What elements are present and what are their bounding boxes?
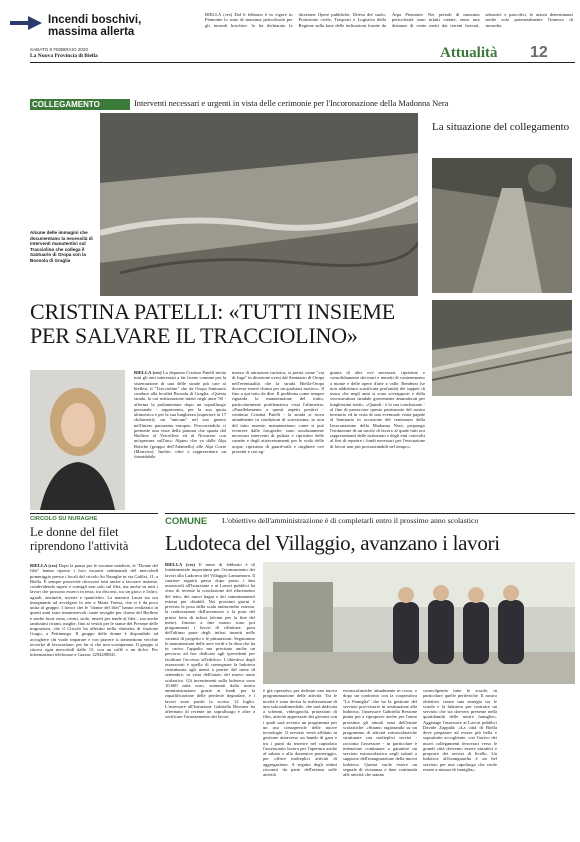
tracciolino-photo-side-2 bbox=[432, 300, 572, 396]
ludoteca-col-3: extrascolastiche attualmente in corso, e dopo un confronto con la cooperativa "La Famiglia" che ha la gestione del servizio provvisorio in sostituzione alla ludoteca, l'assessore Gabriella Bessone punta poi a riproporre anche per l'anno prossimo gli attuali orari dell'estate scolastiche: «Stiamo ragionando su un programma di attività extrascolastiche strutturate con molteplici servizi - racconta l'assessore - in particolare è intenzione continuare a garantire un servizio extrascolastico negli istituti a supporto dell'inaugurazione della nuova ludoteca. Questa vuole essere un segnale di vicinanza e dare continuità alle attività che stanno bbox=[343, 688, 417, 777]
ludoteca-col-1: BIELLA (ces) Il mese di febbraio è di fondamentale importanza per l'avanzamento dei lavori alla Ludoteca del Villaggio Lamarmora. Il cantiere seguirà passo dopo passo i dati assessorili all'Istruzione e ai Lavori pubblici ha visto di recente la conclusione del rifacimento del tetto, dei nuovi bagni e dei camminamenti esterni per disabili. Nei prossimi giorni è prevista la posa della scala antincendio esterna, la realizzazione dell'ascensore e la posa del primo lotto di infissi (alcuni per la fine del mese). Intorno a fine marzo sono poi programmati i lavori di rifinitura: posa dell'ultimo parte degli infissi inseriti nelle varianti di progetto e le pitturazioni. Seguiranno le manutenzioni delle aree verdi e la dirta che ha in carico l'appalto ma precisato anche un percorso ad hoc dedicato agli ipovedenti per facilitare l'accesso all'edificio. L'obiettivo degli assessorati è quello di consegnare la ludoteca ristrutturata agli utenti a partire dal mese di settembre, in vista dell'inizio del nuovo anno scolastico. Gli investimenti sulla ludoteca sono 10.600 mila euro, sommati dalla nostra amministrazione grazie ai fondi per la riqualificazione delle periferie degradate, e i lavori sono partiti lo scorso 12 luglio. L'assessore all'Istruzione Gabriella Bessone ha affermato di recente un sopralluogo e altre a verificare l'avanzamento dei lavori bbox=[165, 562, 255, 720]
tracciolino-photo-side-1 bbox=[432, 158, 572, 293]
filet-top-rule bbox=[30, 513, 158, 514]
page-number: 12 bbox=[530, 44, 548, 61]
ludoteca-col-4: coinvolgendo tutte le scuole, in particolare quelle periferiche. Il nostro obiettivo creare una sinergia tra le scuole e la ludoteca per costruire un servizio che sia davvero presente nella quotidianità delle nostre famiglie». Aggiunge l'assessore ai Lavori pubblici Davide Zappalà: «La città di Biella deve preparare ad essere più bella e soprattutto accogliente, con l'arrivo dei nuovi collegamenti ferroviari verso le grandi città dovremo essere attrattivi e proporre dei servizi di livello. Un ludoteca all'avanguardia è un bel servizio per una capoluogo che vuole essere a misura di famiglia». bbox=[423, 688, 497, 772]
ludoteca-top-rule bbox=[165, 513, 575, 514]
collegamento-kicker: COLLEGAMENTO bbox=[30, 99, 130, 110]
masthead-rule bbox=[30, 62, 575, 63]
teaser-text: BIELLA (ces) Dal 6 febbraio è in vigore in Piemonte lo stato di massima pericolosità per gli incendi boschivi: lo ha dichiarato la direzione Opere pubbliche, Difesa del suolo, Protezione civile, Trasporti e Logistica della Regione sulla base delle indicazioni fornite da Arpa Piemonte. Nei periodi di massima pericolosità sono infatti vietate, entro una distanza di cento metri dai terreni boscati, arbustivi e pascolivi, le azioni determinanti anche solo potenzialmente l'innesco di incendio. bbox=[205, 12, 573, 28]
ludoteca-subhead: L'obiettivo dell'amministrazione è di completarli entro il prossimo anno scolastico bbox=[222, 516, 479, 525]
tracciolino-photo-main bbox=[100, 113, 418, 296]
filet-headline: Le donne del filet riprendono l'attività bbox=[30, 525, 129, 553]
collegamento-col-2: mezzo di attrazione turistica, si presta come "via di fuga" in direzione ovest dal Santuario di Oropa nell'eventualità che la strada Biella-Oropa dovesse essere chiusa per un qualsiasi motivo». Il fino a qui tutto da dire. Il problema come sempre riguarda la manutenzione del tratto, particolarmente problematica vista l'altimetria. «Parallelamente a questi aspetti positivi - continua Cristina Patelli - la strada si trova attualmente in condizioni di scarsissima, se non del tutto assente, manutenzione; come si può evincere dalle fotografie, sono assolutamente necessari interventi di pulizia e ripristino delle cunette e degli attraversamenti per lo scolo delle acque, ripristino di guard-rails e ringhiere ove presenti e con ag- bbox=[232, 370, 324, 454]
filet-kicker: CIRCOLO SU NURAGHE bbox=[30, 516, 98, 522]
teaser-title: Incendi boschivi, massima allerta bbox=[48, 14, 142, 38]
ludoteca-photo bbox=[263, 562, 575, 684]
collegamento-headline: CRISTINA PATELLI: «TUTTI INSIEME PER SALVARE IL TRACCIOLINO» bbox=[30, 299, 395, 348]
masthead-paper: La Nuova Provincia di Biella bbox=[30, 53, 98, 59]
ludoteca-col-2: è già operativo per definire una nuova programmazione delle attività. Tra le novità è stata decisa la realizzazione di una sala multimediale, che sarà dedicata a schermi, videogiochi, proiezioni di film, attività apprezzate dai giovani con i quali sarà avviato un programma per un uso consapevole delle nuove tecnologie. Il servizio verrà affidato in gestione attraverso un bando di gara e tra i punti da inserire nel capitolato l'assessorato lavora per l'apertura anche al sabato e alla domenica pomeriggio, per offrire molteplici attività di aggregazione. A seguito degli ottimi riscontri da parte dell'utenza sulle attività bbox=[263, 688, 337, 777]
collegamento-col-1: BIELLA (ces) La deputata Cristina Patelli invita tutti gli enti interessati a far fronte comune per la sistemazione di una delle strade più care ai biellesi, il "Tracciolino" che da Oropa Santuario conduce alla località Bossola di Graglia. «Questa strada, la cui realizzazione iniziò negli anni '50 - afferma la parlamentare dopo un sopralluogo personale - rappresenta, per la sua quota altimetrica e per la sua lunghezza (superiore ai 17 chilometri), un "unicum" nel suo genere nell'intero panorama europeo. Percorrendolo ci permette una vista della pianura che spazia dal Biellese al Vercellese ed al Novarese con un'apertura sull'arco Alpino che va dalle Alpi Retiche (gruppo dell'Adamello) alle Alpi Cozie (Monviso). Inoltre, oltre a rappresentare un formidabile bbox=[134, 370, 226, 459]
sidebar-title: La situazione del collegamento bbox=[432, 121, 570, 133]
masthead-date: SABATO 8 FEBBRAIO 2020 bbox=[30, 47, 89, 52]
ludoteca-headline: Ludoteca del Villaggio, avanzano i lavori bbox=[165, 531, 500, 555]
section-title: Attualità bbox=[440, 45, 498, 61]
ludoteca-col-5 bbox=[503, 688, 575, 824]
collegamento-col-3: giunta di altri ove necessari, ripristino e consolidamento dei muri e muretti di contenimento a monte e delle opere d'arte a valle. Renderai (se non addirittura scarificata profonda) dei tappeti di usura che negli anni si sono sovrapposti e della sovrastruttura stradale gravemente ammalorati per lunghissimi tratti». «Quindi - è la sua conclusione - al fine di preservare questo patrimonio del nostro territorio ed in vista di una eventuale visita papale al Santuario in occasione del centenario della Incoronazione della Madonna Nera, propongo l'istituzione di un tavolo di lavoro al quale tutti noi rappresentanti delle istituzioni e degli enti coinvolti al fini di reperire i fondi necessari per l'esecuzione di lavori non più procrastinabili nel tempo». bbox=[330, 370, 425, 449]
collegamento-subhead: Interventi necessari e urgenti in vista delle cerimonie per l'Incoronazione della Madonna Nera bbox=[134, 99, 449, 108]
photo-caption: Alcune delle immagini che documentano la necessità di interventi manutentivi sul Tracciolino che collega il Santuario di Oropa con la Bossola di Graglia bbox=[30, 230, 93, 263]
patelli-portrait bbox=[30, 370, 125, 510]
filet-text: BIELLA (ces) Dopo la pausa per le vacanze natalizie, le "Donne del filet" hanno ripreso i loro incontri settimanali del mercoledì pomeriggio presso i locali del circolo Su Nuraghe in via Galilei, 11, a Biella. È sempre piacevole ritrovarsi tutti anche a lavorare insieme, condividendo saperi e consigli non solo sul filet, ma anche su tutti i lavori che possono esserci in testa, tra discorsi, tra un gioco e l'altro, uguali, uncinetti, ruvette e quant'altro. La maestra Laura sta ora insegnando ad avvolgere la rete a Maria Teresa, che si è da poco unita al gruppo. I lavori che le "donne del filet" hanno realizzato in questi anni sono innumerevoli: tante tovaglie per chiese del Biellese e anche fuori zona, centri, stole, inserti per tende al filet... ma anche tantissimi ricami, maglie, fino ai vestiti per le statue del Presepe delle migrazioni, che il Circolo ha allestito nella chiesetta di frazione Gurgo, a Pettinengo. Il gruppo delle donne è disponibile ad accogliere chi vuole imparare e con piacere si trasmettono vecchie tecniche di lavorazione, per far sì che non scompaiano. Il gruppo si ritrova ogni mercoledì dalle 15, con un caffè e un dolce. Per informazioni telefonare a Grazia: 3294298841. bbox=[30, 563, 158, 658]
ludoteca-kicker: COMUNE bbox=[165, 516, 208, 527]
arrow-right-icon bbox=[10, 16, 42, 30]
